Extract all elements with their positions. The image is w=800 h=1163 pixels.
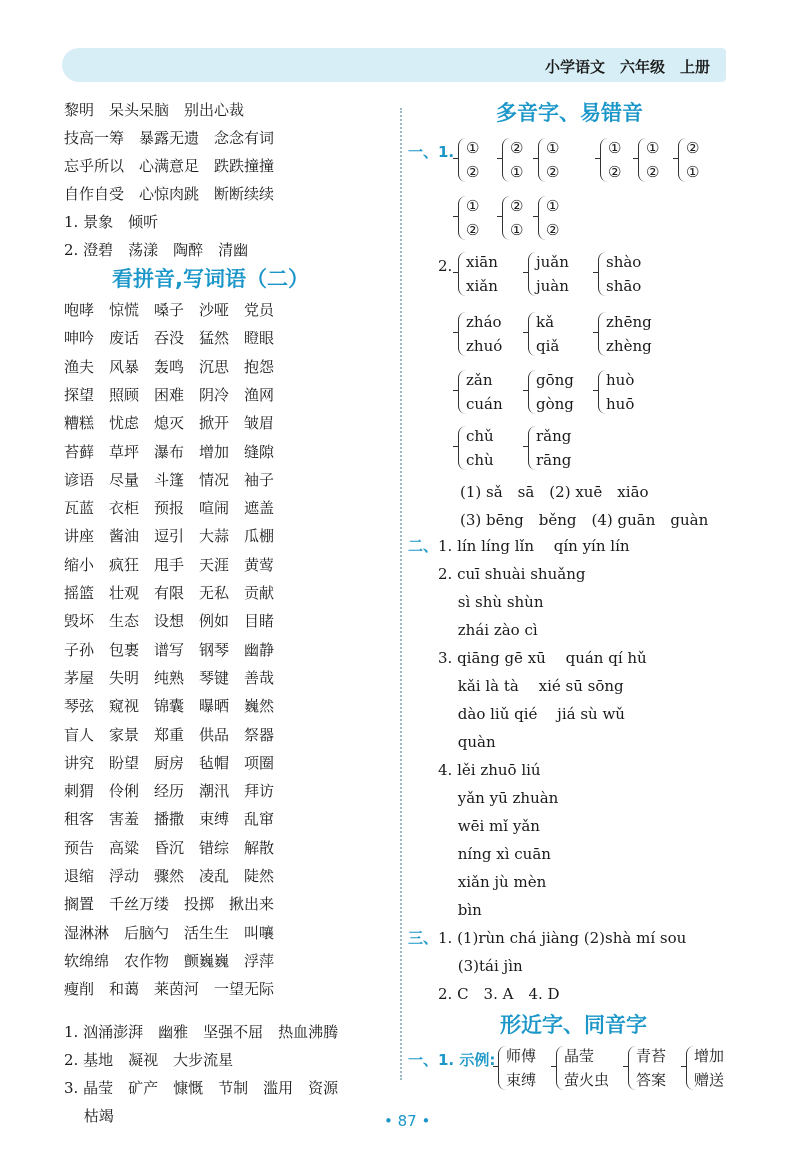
word-line: 租客 害羞 播撒 束缚 乱窜: [64, 810, 275, 829]
numbered-line: 2. 基地 凝视 大步流星: [64, 1051, 234, 1069]
word-line: 讲究 盼望 厨房 毡帽 项圈: [64, 753, 275, 772]
brace-bot: ①: [510, 163, 524, 181]
brace-top: zhēng: [606, 313, 652, 331]
section-label: 三、: [408, 929, 439, 947]
brace-top: ②: [510, 139, 524, 157]
word-line: 退缩 浮动 骤然 凌乱 陡然: [64, 867, 275, 885]
pinyin-line: wēi mǐ yǎn: [438, 817, 540, 835]
brace-top: shào: [606, 253, 642, 271]
brace-top: rǎng: [536, 427, 572, 445]
brace-top: 晶莹: [564, 1047, 595, 1065]
brace-top: chǔ: [466, 427, 494, 445]
brace-bot: ①: [686, 163, 700, 181]
pinyin-line: 4. lěi zhuō liú: [438, 761, 541, 779]
word-line: 糟糕 忧虑 熄灭 掀开 皱眉: [64, 414, 275, 433]
brace-bot: rāng: [536, 451, 572, 469]
brace-bot: ②: [466, 163, 480, 181]
pinyin-line: kǎi là tà xié sū sōng: [438, 677, 624, 695]
brace-top: kǎ: [536, 313, 555, 331]
numbered-line: 枯竭: [64, 1107, 114, 1125]
brace-bot: gòng: [536, 395, 574, 413]
answer-line: 自作自受 心惊肉跳 断断续续: [64, 185, 275, 203]
brace-bot: zhuó: [466, 337, 503, 355]
brace-top: ①: [608, 139, 622, 157]
word-line: 毁坏 生态 设想 例如 目睹: [64, 612, 275, 631]
word-line: 软绵绵 农作物 颤巍巍 浮萍: [64, 951, 275, 970]
brace-bot: ②: [608, 163, 622, 181]
word-line: 缩小 疯狂 甩手 天涯 黄莺: [64, 555, 275, 574]
answer-line: 黎明 呆头呆脑 别出心裁: [64, 101, 245, 119]
word-line: 讲座 酱油 逗引 大蒜 瓜棚: [64, 527, 275, 546]
answer-line: (3) bēng běng (4) guān guàn: [460, 511, 709, 529]
brace-top: 青苔: [636, 1047, 667, 1065]
brace-bot: ②: [546, 163, 560, 181]
pinyin-line: sì shù shùn: [438, 593, 544, 611]
pinyin-line: 3. qiāng gē xū quán qí hǔ: [438, 649, 647, 667]
pinyin-line: 2. cuī shuài shuǎng: [438, 565, 586, 583]
answer-line: (1) sǎ sā (2) xuē xiāo: [460, 483, 649, 501]
page-header: [62, 48, 726, 82]
brace-bot: ②: [646, 163, 660, 181]
section-title: 多音字、易错音: [496, 101, 643, 125]
word-line: 搁置 千丝万缕 投掷 揪出来: [64, 895, 275, 914]
word-line: 谚语 尽量 斗篷 情况 袖子: [64, 470, 275, 489]
answer-line: 忘乎所以 心满意足 跌跌撞撞: [64, 157, 275, 175]
brace-top: ①: [646, 139, 660, 157]
brace-bot: ①: [510, 221, 524, 239]
brace-bot: qiǎ: [536, 337, 560, 355]
word-line: 苔藓 草坪 瀑布 增加 缝隙: [64, 442, 275, 461]
answer-line: 2. 澄碧 荡漾 陶醉 清幽: [64, 241, 249, 259]
column-divider: [400, 108, 402, 1080]
word-line: 瘦削 和蔼 莱茵河 一望无际: [64, 980, 275, 999]
brace-bot: huō: [606, 395, 635, 413]
word-line: 渔夫 风暴 轰鸣 沉思 抱怨: [64, 357, 275, 376]
section-title: 看拼音,写词语（二）: [112, 267, 309, 291]
brace-top: xiān: [466, 253, 498, 271]
brace-top: juǎn: [536, 253, 569, 271]
pinyin-line: yǎn yū zhuàn: [438, 789, 559, 807]
word-line: 探望 照顾 困难 阴冷 渔网: [64, 385, 275, 404]
numbered-line: 3. 晶莹 矿产 慷慨 节制 滥用 资源: [64, 1079, 339, 1097]
brace-bot: 赠送: [694, 1071, 725, 1089]
section-title: 形近字、同音字: [500, 1013, 647, 1037]
word-line: 湿淋淋 后脑勺 活生生 叫嚷: [64, 923, 275, 942]
word-line: 预告 高粱 昏沉 错综 解散: [64, 838, 275, 857]
brace-bot: 束缚: [506, 1071, 537, 1089]
word-line: 盲人 家景 郑重 供品 祭器: [64, 725, 275, 744]
header-text: 小学语文 六年级 上册: [544, 58, 710, 76]
pinyin-line: dào liǔ qié jiá sù wǔ: [438, 705, 625, 723]
brace-top: ②: [686, 139, 700, 157]
brace-top: 师傅: [506, 1047, 537, 1065]
section-label: 二、: [408, 537, 439, 555]
question-label: 一、1.: [408, 143, 455, 161]
brace-top: gōng: [536, 371, 574, 389]
page-number: • 87 •: [384, 1112, 431, 1130]
brace-top: zháo: [466, 313, 502, 331]
brace-top: 增加: [694, 1047, 725, 1065]
pinyin-line: bìn: [438, 901, 482, 919]
pinyin-line: 1. lín líng lǐn qín yín lín: [438, 537, 630, 555]
brace-bot: ②: [546, 221, 560, 239]
brace-bot: cuán: [466, 395, 503, 413]
pinyin-line: quàn: [438, 733, 496, 751]
answer-line: 技高一筹 暴露无遗 念念有词: [64, 129, 275, 147]
word-line: 茅屋 失明 纯熟 琴键 善哉: [64, 668, 275, 687]
word-line: 摇篮 壮观 有限 无私 贡献: [64, 584, 275, 602]
brace-top: ①: [546, 197, 560, 215]
brace-top: ②: [510, 197, 524, 215]
word-line: 刺猬 伶俐 经历 潮汛 拜访: [64, 782, 275, 801]
pinyin-line: zhái zào cì: [438, 621, 538, 639]
pinyin-line: 2. C 3. A 4. D: [438, 985, 560, 1003]
brace-bot: chù: [466, 451, 494, 469]
word-line: 琴弦 窥视 锦囊 曝晒 巍然: [64, 697, 275, 716]
brace-top: ①: [546, 139, 560, 157]
word-line: 瓦蓝 衣柜 预报 喧闹 遮盖: [64, 499, 275, 518]
pinyin-line: 1. (1)rùn chá jiàng (2)shà mí sou: [438, 929, 687, 947]
brace-bot: shāo: [606, 277, 642, 295]
brace-bot: juàn: [536, 277, 569, 295]
brace-top: zǎn: [466, 371, 493, 389]
brace-bot: ②: [466, 221, 480, 239]
brace-bot: 答案: [636, 1071, 667, 1089]
word-line: 子孙 包裹 谱写 钢琴 幽静: [64, 640, 275, 659]
pinyin-line: xiǎn jù mèn: [438, 873, 547, 891]
brace-top: ①: [466, 197, 480, 215]
brace-bot: 萤火虫: [564, 1071, 610, 1089]
brace-top: huò: [606, 371, 635, 389]
pinyin-line: (3)tái jìn: [438, 957, 523, 975]
question-label: 2.: [438, 257, 453, 275]
brace-top: ①: [466, 139, 480, 157]
numbered-line: 1. 汹涌澎湃 幽雅 坚强不屈 热血沸腾: [64, 1023, 339, 1041]
answer-line: 1. 景象 倾听: [64, 213, 159, 231]
word-line: 咆哮 惊慌 嗓子 沙哑 党员: [64, 301, 275, 319]
brace-bot: xiǎn: [466, 277, 498, 295]
word-line: 呻吟 废话 吞没 猛然 瞪眼: [64, 329, 275, 348]
pinyin-line: níng xì cuān: [438, 845, 551, 863]
brace-bot: zhèng: [606, 337, 652, 355]
question-label: 一、1. 示例:: [408, 1051, 496, 1069]
